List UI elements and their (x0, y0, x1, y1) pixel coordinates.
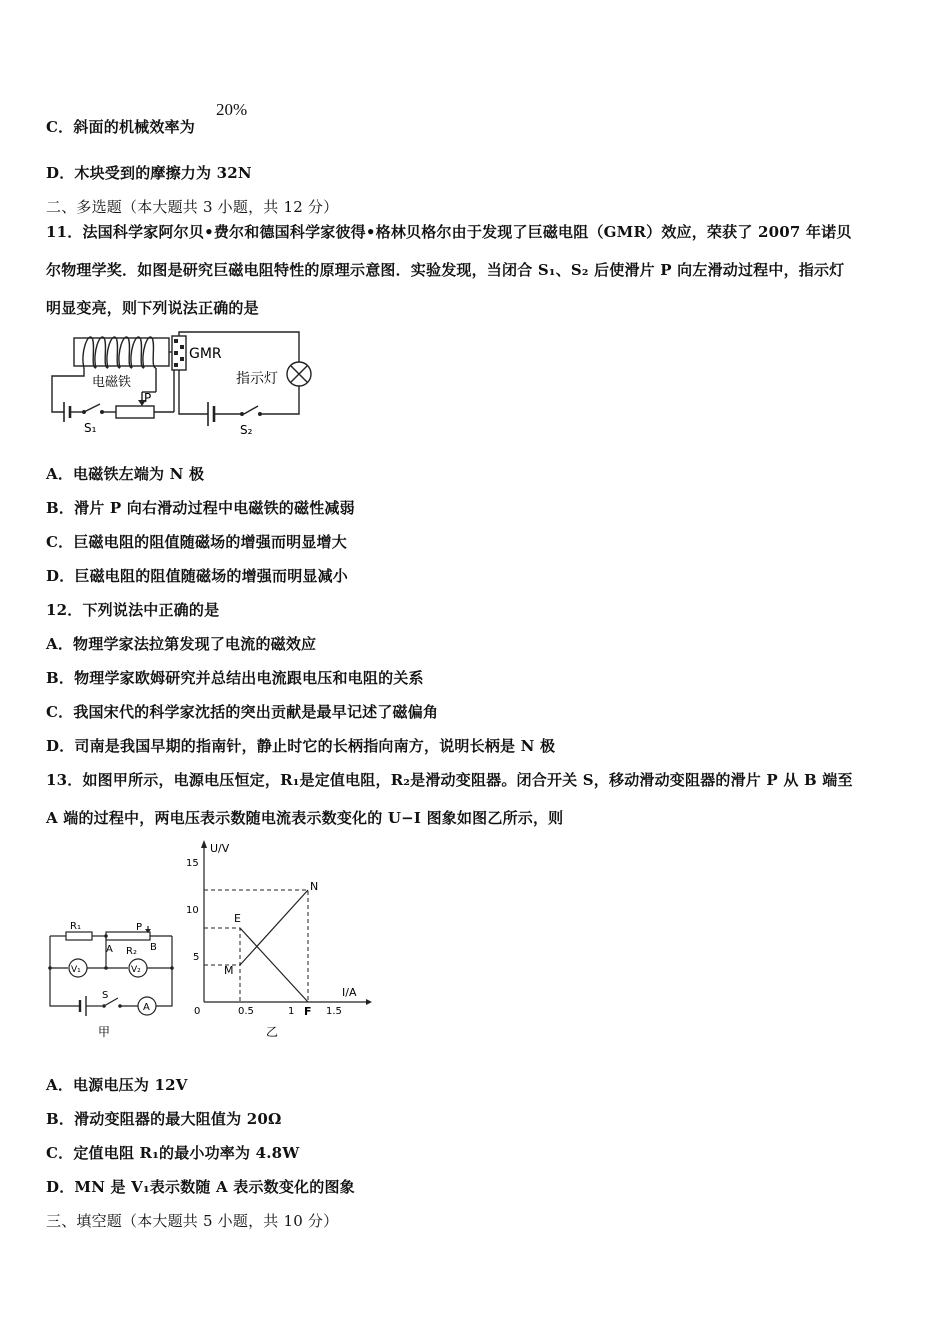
switch-s2-label: S₂ (240, 423, 253, 437)
q11-option-a: A．电磁铁左端为 N 极 (46, 465, 205, 483)
q10-option-c-value: 20% (216, 100, 248, 119)
point-n-label: N (310, 880, 319, 893)
q11-option-d: D．巨磁电阻的阻值随磁场的增强而明显减小 (46, 567, 349, 585)
q12-option-d: D．司南是我国早期的指南针，静止时它的长柄指向南方，说明长柄是 N 极 (46, 737, 556, 755)
q13-stem-line-2: A 端的过程中，两电压表示数随电流表示数变化的 U−I 图象如图乙所示，则 (46, 809, 564, 827)
section-3-heading: 三、填空题（本大题共 5 小题，共 10 分） (46, 1212, 339, 1230)
q13-option-c: C．定值电阻 R₁的最小功率为 4.8W (46, 1144, 300, 1162)
point-f-label: F (304, 1005, 312, 1018)
gmr-circuit-figure (44, 328, 324, 440)
circuit-caption: 甲 (98, 1025, 111, 1039)
gmr-label: GMR (189, 346, 222, 362)
q11-option-b: B．滑片 P 向右滑动过程中电磁铁的磁性减弱 (46, 499, 355, 517)
q10-option-d: D．木块受到的摩擦力为 32N (46, 164, 252, 182)
q12-option-a: A．物理学家法拉第发现了电流的磁效应 (46, 635, 317, 653)
switch-s-label: S (102, 990, 109, 1001)
q11-stem-line-1: 11．法国科学家阿尔贝•费尔和德国科学家彼得•格林贝格尔由于发现了巨磁电阻（GMR）效应，荣获了 2007 年诺贝 (46, 223, 852, 241)
r1-label: R₁ (70, 921, 81, 932)
ytick-15: 15 (186, 858, 199, 869)
lamp-label: 指示灯 (236, 371, 278, 387)
q11-stem-line-3: 明显变亮，则下列说法正确的是 (46, 299, 259, 317)
ammeter-label: A (143, 1002, 150, 1013)
switch-s1-label: S₁ (84, 421, 97, 435)
r2-label: R₂ (126, 946, 137, 957)
xtick-1: 1 (288, 1006, 295, 1017)
q12-option-b: B．物理学家欧姆研究并总结出电流跟电压和电阻的关系 (46, 669, 424, 687)
q11-option-c: C．巨磁电阻的阻值随磁场的增强而明显增大 (46, 533, 347, 551)
q12-stem: 12．下列说法中正确的是 (46, 601, 220, 619)
p-label: P (136, 922, 143, 933)
point-m-label: M (224, 964, 234, 977)
q13-stem-line-1: 13．如图甲所示，电源电压恒定，R₁是定值电阻，R₂是滑动变阻器。闭合开关 S，移动滑动变阻器的滑片 P 从 B 端至 (46, 771, 853, 789)
resistor-r1 (66, 932, 92, 940)
y-axis-label: U/V (210, 842, 230, 855)
xtick-1-5: 1.5 (326, 1006, 342, 1017)
q13-circuit-figure (40, 912, 190, 1042)
v1-label: V₁ (71, 965, 81, 975)
end-b-label: B (150, 942, 157, 953)
q12-option-c: C．我国宋代的科学家沈括的突出贡献是最早记述了磁偏角 (46, 703, 439, 721)
slider-p-label: P (144, 391, 152, 405)
v2-label: V₂ (131, 965, 141, 975)
line-ef (240, 928, 308, 1002)
xtick-0-5: 0.5 (238, 1006, 254, 1017)
ytick-10: 10 (186, 905, 199, 916)
electromagnet-coil (83, 337, 156, 368)
x-axis-label: I/A (342, 986, 357, 999)
rheostat (116, 406, 154, 418)
q13-option-d: D．MN 是 V₁表示数随 A 表示数变化的图象 (46, 1178, 355, 1196)
q10-option-c: C．斜面的机械效率为 (46, 118, 195, 136)
point-e-label: E (234, 912, 241, 925)
q11-stem-line-2: 尔物理学奖．如图是研究巨磁电阻特性的原理示意图．实验发现，当闭合 S₁、S₂ 后使滑片 P 向左滑动过程中，指示灯 (46, 261, 845, 279)
ytick-5: 5 (193, 952, 200, 963)
line-mn (240, 890, 308, 965)
q13-option-a: A．电源电压为 12V (46, 1076, 188, 1094)
q13-option-b: B．滑动变阻器的最大阻值为 20Ω (46, 1110, 282, 1128)
electromagnet-label: 电磁铁 (92, 375, 132, 390)
end-a-label: A (106, 944, 113, 955)
q13-ui-graph (186, 836, 376, 1048)
graph-caption: 乙 (266, 1025, 279, 1039)
section-2-heading: 二、多选题（本大题共 3 小题，共 12 分） (46, 198, 339, 216)
origin-label: 0 (194, 1006, 201, 1017)
rheostat-r2 (106, 932, 150, 940)
